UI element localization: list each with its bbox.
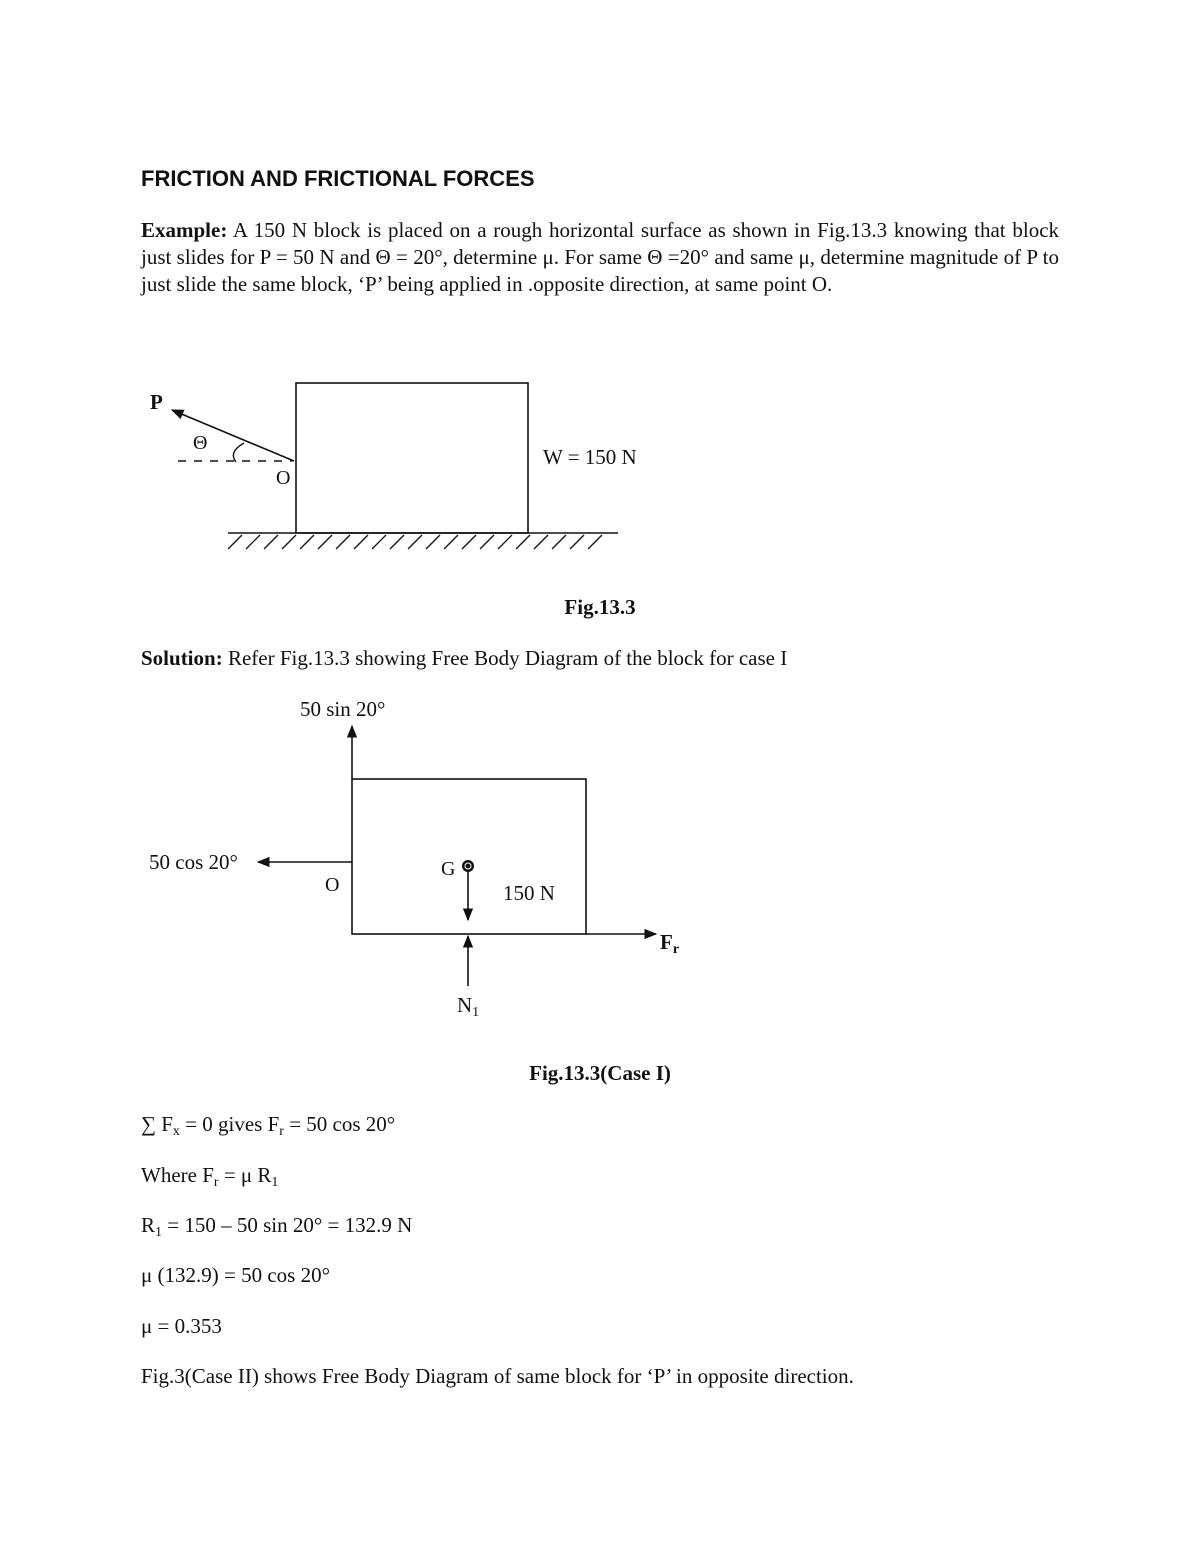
solution-paragraph <box>141 646 787 671</box>
figure-13-3-diagram <box>0 370 700 560</box>
fbd-block <box>352 779 586 934</box>
vertical-force-label: 50 sin 20° <box>300 697 386 721</box>
force-p-label: P <box>150 390 163 414</box>
page-heading: FRICTION AND FRICTIONAL FORCES <box>141 166 535 191</box>
normal-force-label: N1 <box>457 993 480 1020</box>
solution-text: Refer Fig.13.3 showing Free Body Diagram of the block for case I <box>227 646 788 670</box>
example-label: Example: <box>141 218 228 242</box>
block <box>296 383 528 533</box>
example-paragraph <box>141 217 1059 298</box>
angle-label: Θ <box>193 432 208 454</box>
equation-friction-definition: Where $F_r = \mu$ $R_1$ <box>141 1163 279 1190</box>
centroid-dot <box>462 860 474 872</box>
ground-hatching <box>228 535 602 549</box>
equation-normal-reaction: $R_1 = 150 - 50$ sin 20° = 132.9 N <box>141 1213 413 1240</box>
centroid-label: G <box>441 858 456 880</box>
figure-13-3-caption: Fig.13.3 <box>564 595 636 619</box>
angle-arc <box>233 443 244 462</box>
equation-sum-fx: ∑ $F_x = 0$ gives $F_r = 50$ cos 20° <box>141 1112 396 1139</box>
equation-mu-result: μ = 0.353 <box>141 1314 222 1338</box>
friction-label: Fr <box>660 930 680 957</box>
example-text: A 150 N block is placed on a rough horizontal surface as shown in Fig.13.3 knowing that block just slides for P = 50 N and Θ = 20°, determine μ. For same Θ =20° and same μ, determine magnitude of P to just slide the same block, ‘P’ being applied in .opposite direction, at same point O. <box>141 218 1060 296</box>
weight-label: W = 150 N <box>543 445 637 469</box>
closing-paragraph: Fig.3(Case II) shows Free Body Diagram of same block for ‘P’ in opposite direction. <box>141 1364 854 1388</box>
figure-13-3-case-1-caption: Fig.13.3(Case I) <box>529 1061 671 1085</box>
point-o-label: O <box>276 467 291 489</box>
horizontal-force-label: 50 cos 20° <box>149 850 238 874</box>
point-o-label: O <box>325 874 340 896</box>
solution-label: Solution: <box>141 646 223 670</box>
figure-13-3-case-1-diagram <box>0 690 720 1030</box>
weight-label: 150 N <box>503 881 555 905</box>
equation-mu-substitution: μ (132.9) = 50 cos 20° <box>141 1263 330 1287</box>
